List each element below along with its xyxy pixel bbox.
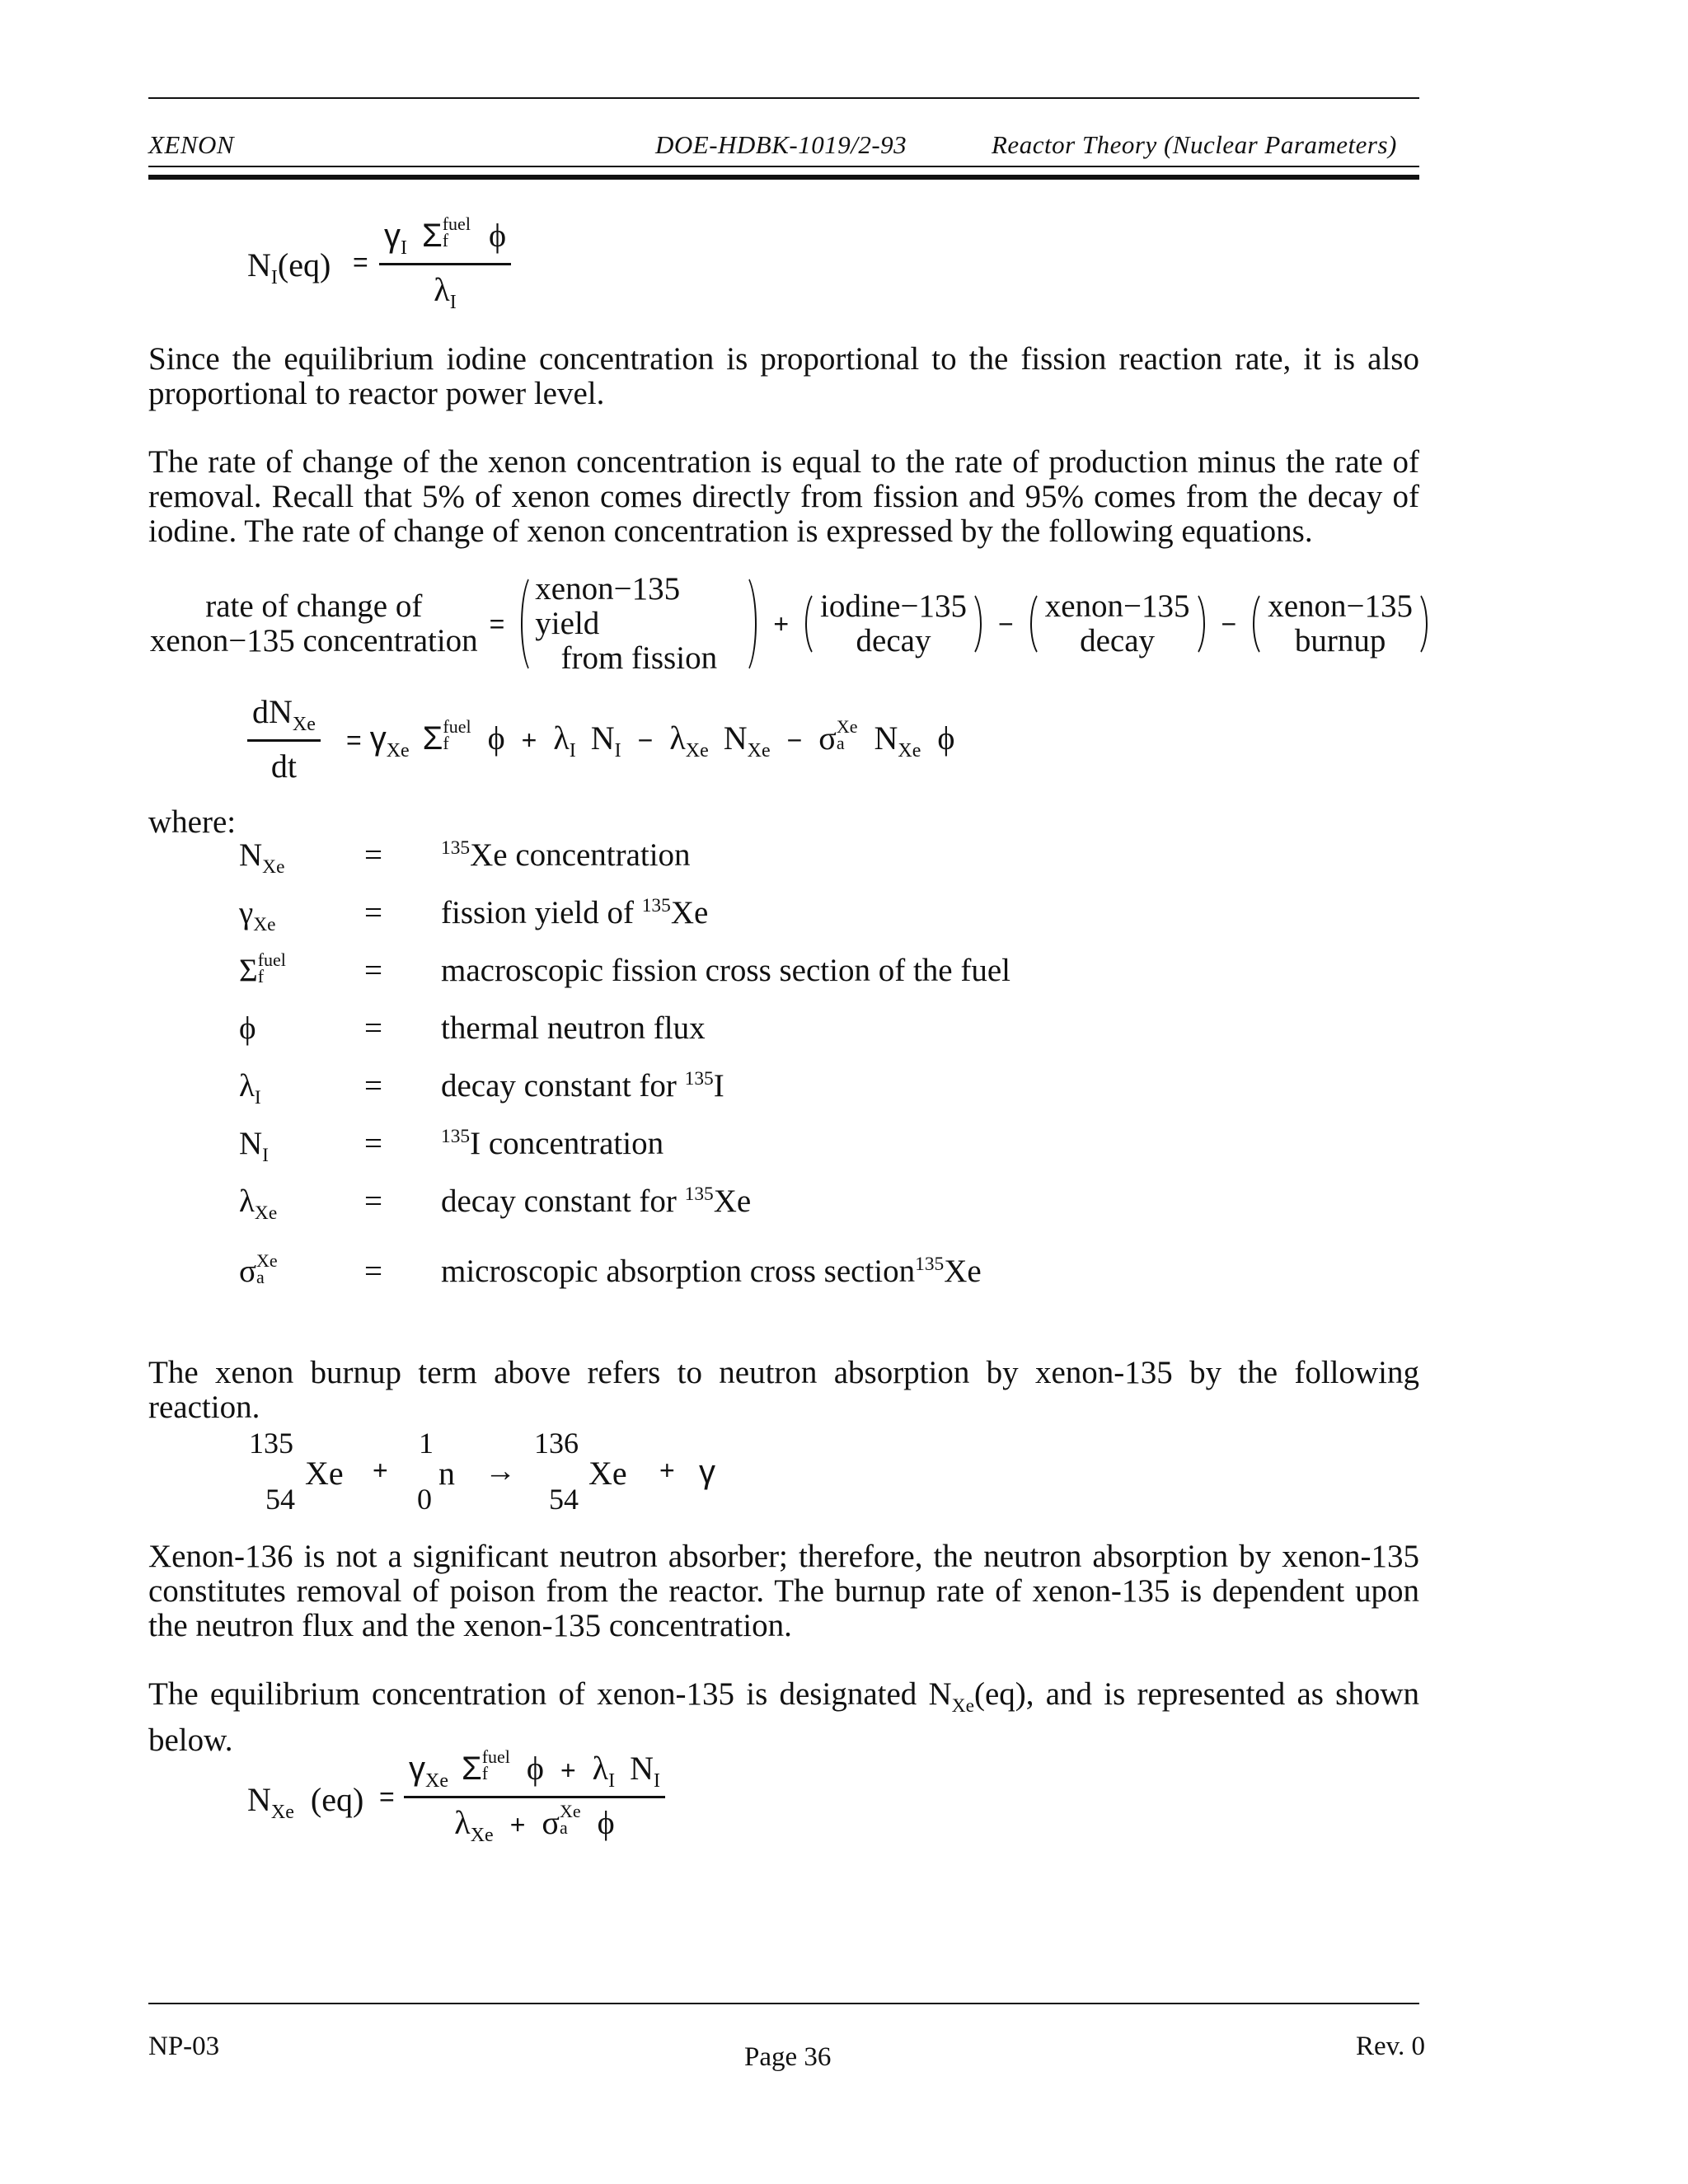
header-left: XENON [148,130,235,159]
word-eq-equals: = [489,608,505,639]
header-top-rule [148,97,1419,99]
eq-xenon-denominator: $\lambda_{Xe} + \sigma$ Xe a ϕ [454,1801,615,1846]
diff-eq-rhs: = $\gamma_{Xe}$ Σ fuel f $\phi + \lambda_I$ $N_I - \lambda_{Xe}$ $N_{Xe} - \sigma$ Xe a $N_{Xe}$ ϕ [346,716,955,762]
header-rule-thin [148,166,1419,167]
eq-iodine-numerator: $\gamma_I$ Σ fuel f ϕ [384,213,506,259]
footer-center: Page 36 [744,2042,832,2072]
word-eq-plus: + [773,608,790,639]
paragraph-1: Since the equilibrium iodine concentration is proportional to the fission reaction rate, it is also proportional to reactor power level. [148,341,1419,411]
word-eq-term-2: iodine−135 decay [802,589,985,658]
where-table: $N_{Xe}$ = $^{135}$Xe concentration $\gamma_{Xe}$ = fission yield of $^{135}$Xe Σ fuel f = macroscopic fission cross section of the fuel ϕ = thermal neutron flux $\lambda_I$ = decay constant for $^{135}$I $N_I$ = $^{135}$I concentration $\lambda_{Xe}$ = decay constant for $^{135}$Xe σ Xe a = microscopic absorption cross section$^{135}$Xe [239,837,1010,1289]
paragraph-2: The rate of change of the xenon concentration is equal to the rate of production minus the rate of removal. Recall that 5% of xenon comes directly from fission and 95% comes from the decay of iodine. The rate of change of xenon concentration is expressed by the following equations. [148,444,1419,549]
paragraph-3: The xenon burnup term above refers to neutron absorption by xenon-135 by the following reaction. [148,1355,1419,1425]
word-eq-term-4: xenon−135 burnup [1250,589,1431,658]
eq-xenon-fraction [404,1746,665,1847]
footer-left: NP-03 [148,2032,220,2061]
diff-equation [247,692,989,783]
paragraph-5: The equilibrium concentration of xenon-135 is designated $N_{Xe}(eq)$, and is represented as shown below. [148,1676,1419,1758]
word-eq-lhs: rate of change of xenon−135 concentration [149,588,478,658]
where-label: where: [148,804,237,840]
header-rule-thick [148,175,1419,180]
word-eq-term-3: xenon−135 decay [1027,589,1208,658]
paragraph-4: Xenon-136 is not a significant neutron absorber; therefore, the neutron absorption by xenon-135 constitutes removal of poison from the reactor. The burnup rate of xenon-135 is dependent upon the neutron flux and the xenon-135 concentration. [148,1539,1419,1643]
eq-iodine [247,213,544,323]
diff-eq-fraction: $dN_{Xe}$ dt [247,692,321,785]
header-center: DOE-HDBK-1019/2-93 [655,130,907,159]
nuclear-reaction: 135 54 Xe + 1 0 n → 136 54 Xe + γ [249,1427,715,1516]
eq-iodine-denominator: $\lambda_I$ [434,271,457,313]
eq-iodine-lhs: $N_I(eq)$ [247,246,331,288]
word-eq-term-1: xenon−135 yield from fission [518,572,760,676]
eq-xenon-numerator: $\gamma_{Xe}$ Σ fuel f $\phi + \lambda_I$ $N_I$ [409,1746,660,1792]
eq-iodine-fraction [379,213,511,314]
word-equation [148,571,1434,676]
eq-xenon: $N_{Xe}$ (eq) = $\gamma_{Xe}$ Σ fuel f $\phi + \lambda_I$ $N_I$ $\lambda_{Xe} + \sigma$ Xe a ϕ [247,1749,709,1856]
word-eq-minus-1: − [998,608,1014,639]
word-eq-minus-2: − [1221,608,1237,639]
eq-iodine-equals: = [353,247,368,277]
eq-xenon-lhs: $N_{Xe}$ (eq) [247,1781,364,1823]
header-right: Reactor Theory (Nuclear Parameters) [992,130,1397,159]
footer-right: Rev. 0 [1356,2032,1426,2061]
footer-rule [148,2003,1419,2004]
